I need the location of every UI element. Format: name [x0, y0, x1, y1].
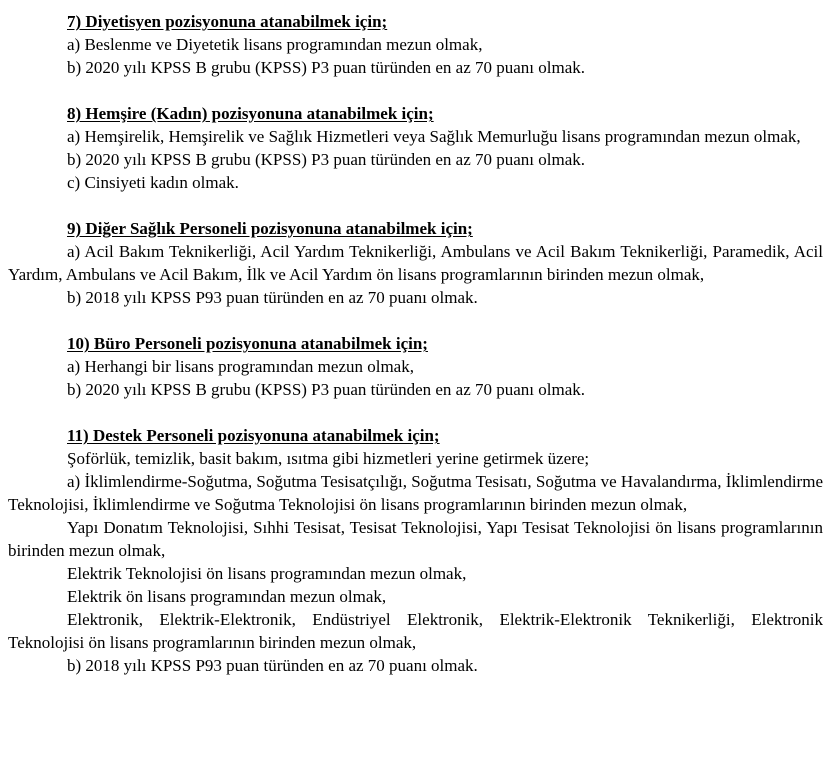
requirement-item: a) Acil Bakım Teknikerliği, Acil Yardım Teknikerliği, Ambulans ve Acil Bakım Teknikerliği, Paramedik, Acil Yardım, Ambulans ve Acil Bakım, İlk ve Acil Yardım ön lisans programlarının birinden mezun olmak, [8, 242, 823, 284]
requirement-item: Yapı Donatım Teknolojisi, Sıhhi Tesisat, Tesisat Teknolojisi, Yapı Tesisat Teknolojisi ön lisans programlarının birinden mezun olmak, [8, 518, 823, 560]
section-heading: 8) Hemşire (Kadın) pozisyonuna atanabilmek için; [67, 104, 434, 123]
requirement-item: Elektrik Teknolojisi ön lisans programından mezun olmak, [67, 564, 467, 583]
section-heading: 10) Büro Personeli pozisyonuna atanabilmek için; [67, 334, 428, 353]
section-nurse [8, 102, 823, 194]
section-dietitian [8, 10, 823, 79]
requirement-item: a) Herhangi bir lisans programından mezun olmak, [67, 357, 414, 376]
section-heading: 7) Diyetisyen pozisyonuna atanabilmek için; [67, 12, 388, 31]
requirement-item: b) 2020 yılı KPSS B grubu (KPSS) P3 puan türünden en az 70 puanı olmak. [67, 150, 586, 169]
section-heading: 11) Destek Personeli pozisyonuna atanabilmek için; [67, 426, 440, 445]
requirement-item: c) Cinsiyeti kadın olmak. [67, 173, 239, 192]
section-support-staff [8, 424, 823, 677]
requirement-item: a) Hemşirelik, Hemşirelik ve Sağlık Hizmetleri veya Sağlık Memurluğu lisans programından mezun olmak, [67, 127, 801, 146]
section-other-health-staff [8, 217, 823, 309]
requirement-item: b) 2020 yılı KPSS B grubu (KPSS) P3 puan türünden en az 70 puanı olmak. [67, 58, 586, 77]
requirement-item: b) 2018 yılı KPSS P93 puan türünden en az 70 puanı olmak. [67, 656, 478, 675]
requirement-item: Elektronik, Elektrik-Elektronik, Endüstriyel Elektronik, Elektrik-Elektronik Teknikerliği, Elektronik Teknolojisi ön lisans programlarının birinden mezun olmak, [8, 610, 823, 652]
requirement-item: b) 2020 yılı KPSS B grubu (KPSS) P3 puan türünden en az 70 puanı olmak. [67, 380, 586, 399]
requirement-item: Elektrik ön lisans programından mezun olmak, [67, 587, 387, 606]
requirement-item: Şoförlük, temizlik, basit bakım, ısıtma gibi hizmetleri yerine getirmek üzere; [67, 449, 590, 468]
requirement-item: a) Beslenme ve Diyetetik lisans programından mezun olmak, [67, 35, 483, 54]
requirement-item: a) İklimlendirme-Soğutma, Soğutma Tesisatçılığı, Soğutma Tesisatı, Soğutma ve Havalandırma, İklimlendirme Teknolojisi, İklimlendirme ve Soğutma Teknolojisi ön lisans programlarının birinden mezun olmak, [8, 472, 823, 514]
requirement-item: b) 2018 yılı KPSS P93 puan türünden en az 70 puanı olmak. [67, 288, 478, 307]
section-office-staff [8, 332, 823, 401]
section-heading: 9) Diğer Sağlık Personeli pozisyonuna atanabilmek için; [67, 219, 473, 238]
